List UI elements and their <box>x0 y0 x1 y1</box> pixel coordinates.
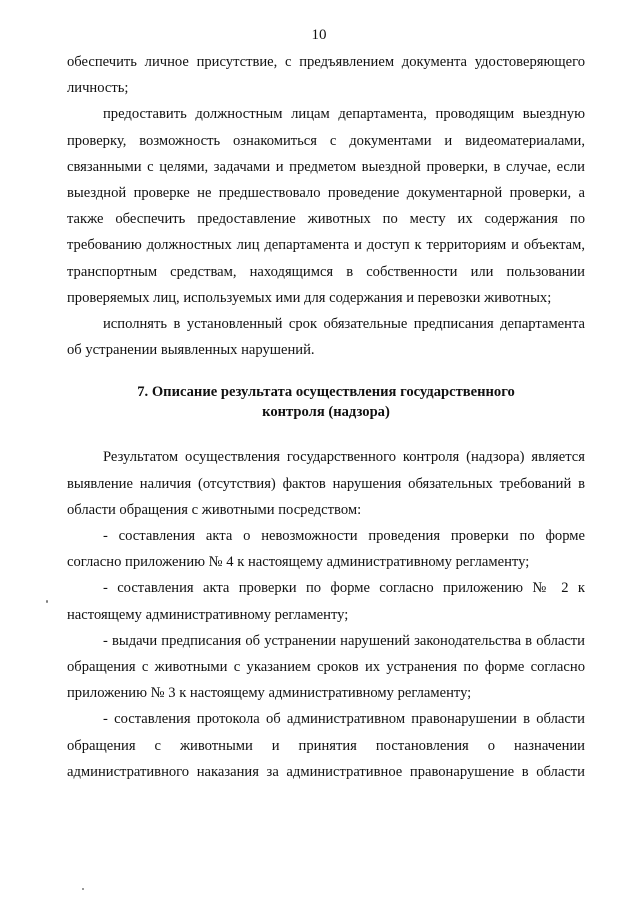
section-heading <box>67 382 585 422</box>
list-item-impossibility-act: - составления акта о невозможности проведения проверки по форме согласно приложению № 4 к настоящему административному регламенту; <box>67 528 585 571</box>
section-heading-line-1: 7. Описание результата осуществления государственного <box>137 384 515 401</box>
list-item-protocol: - составления протокола об административном правонарушении в области обращения с животными и принятия постановления о назначении административного наказания за административное правонарушение в области <box>67 711 585 780</box>
scan-speck <box>46 600 48 603</box>
paragraph-provide-access: предоставить должностным лицам департамента, проводящим выездную проверку, возможность ознакомиться с документами и видеоматериалами, связанными с целями, задачами и предметом выездной проверки, в случае, если выездной проверке не предшествовало проведение документарной проверки, а также обеспечить предоставление животных по месту их содержания по требованию должностных лиц департамента и доступ к территориям и объектам, транспортным средствам, находящимся в собственности или пользовании проверяемых лиц, используемых ими для содержания и перевозки животных; <box>67 106 585 306</box>
paragraph-personal-presence: обеспечить личное присутствие, с предъявлением документа удостоверяющего личность; <box>67 54 585 97</box>
paragraph-control-result: Результатом осуществления государственного контроля (надзора) является выявление наличия (отсутствия) фактов нарушения обязательных требований в области обращения с животными посредством: <box>67 449 585 518</box>
list-item-inspection-act: - составления акта проверки по форме согласно приложению № 2 к настоящему административному регламенту; <box>67 580 585 623</box>
page-body <box>67 49 585 785</box>
section-heading-line-2: контроля (надзора) <box>262 404 390 421</box>
scan-speck <box>82 888 84 890</box>
list-item-order: - выдачи предписания об устранении нарушений законодательства в области обращения с животными с указанием сроков их устранения по форме согласно приложению № 3 к настоящему административному регламенту; <box>67 632 585 702</box>
page-number: 10 <box>311 27 327 43</box>
paragraph-execute-orders: исполнять в установленный срок обязательные предписания департамента об устранении выявленных нарушений. <box>67 316 585 359</box>
